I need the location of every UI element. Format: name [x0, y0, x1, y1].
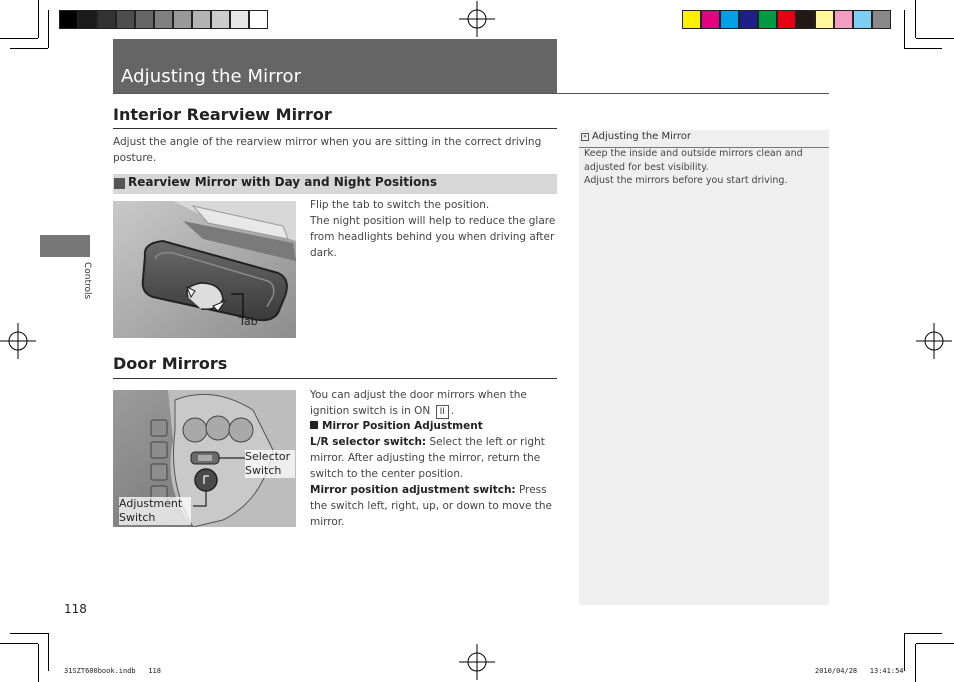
color-swatch-0: [682, 10, 701, 29]
interior-intro-text: Adjust the angle of the rearview mirror when you are sitting in the correct driving posture.: [113, 136, 542, 164]
gray-swatch-5: [154, 10, 173, 29]
color-swatch-8: [834, 10, 853, 29]
page-title: Adjusting the Mirror: [121, 66, 302, 87]
gray-swatch-2: [97, 10, 116, 29]
process-color-bar: [682, 10, 891, 29]
lr-selector-paragraph: [310, 434, 558, 482]
rearview-mirror-illustration: [113, 201, 296, 338]
mirror-position-subheading: [310, 418, 558, 434]
gray-color-bar: [59, 10, 268, 29]
door-intro-text: [310, 387, 558, 419]
sidebar-line-1: Keep the inside and outside mirrors clean and adjusted for best visibility.: [584, 148, 803, 173]
sidebar-title: Adjusting the Mirror: [592, 131, 691, 142]
registration-mark-bottom: [459, 644, 495, 680]
section-tab-label: Controls: [82, 262, 92, 300]
color-swatch-4: [758, 10, 777, 29]
day-night-subheading: Rearview Mirror with Day and Night Positions: [128, 175, 437, 189]
night-position-text: The night position will help to reduce the glare from headlights behind you when driving after dark.: [310, 215, 556, 259]
sidebar-notes: [579, 130, 829, 605]
door-mirrors-heading: Door Mirrors: [113, 354, 228, 373]
position-switch-label: Mirror position adjustment switch:: [310, 484, 516, 496]
selector-switch-label: Selector Switch: [245, 450, 295, 478]
interior-mirror-heading: Interior Rearview Mirror: [113, 105, 332, 124]
tab-label: Tab: [239, 315, 258, 328]
gray-swatch-0: [59, 10, 78, 29]
date-slug: 2010/04/28 13:41:54: [815, 667, 904, 675]
position-switch-text: Press the switch left, right, up, or down to move the mirror.: [310, 484, 552, 528]
gray-swatch-1: [78, 10, 97, 29]
color-swatch-7: [815, 10, 834, 29]
flip-tab-text: Flip the tab to switch the position.: [310, 199, 490, 211]
registration-mark-right: [916, 323, 952, 359]
ignition-on-key-icon: II: [436, 405, 449, 419]
sidebar-line-2: Adjust the mirrors before you start driving.: [584, 175, 788, 186]
color-swatch-1: [701, 10, 720, 29]
gray-swatch-10: [249, 10, 268, 29]
door-intro-before: You can adjust the door mirrors when the ignition switch is in ON: [310, 389, 527, 417]
interior-heading-rule: [113, 128, 557, 129]
lr-selector-label: L/R selector switch:: [310, 436, 427, 448]
subhead-square-icon: [114, 178, 125, 189]
color-swatch-9: [853, 10, 872, 29]
gray-swatch-9: [230, 10, 249, 29]
gray-swatch-8: [211, 10, 230, 29]
position-switch-paragraph: [310, 482, 558, 530]
color-swatch-3: [739, 10, 758, 29]
sidebar-body: [584, 147, 824, 188]
gray-swatch-6: [173, 10, 192, 29]
title-rule: [113, 93, 829, 94]
door-intro-after: .: [450, 405, 455, 417]
page-number: 118: [64, 602, 87, 616]
color-swatch-5: [777, 10, 796, 29]
gray-swatch-3: [116, 10, 135, 29]
gray-swatch-7: [192, 10, 211, 29]
color-swatch-6: [796, 10, 815, 29]
subhead-square-icon: [310, 421, 318, 429]
door-mirror-switch-illustration: [113, 390, 296, 527]
mirror-position-subheading-text: Mirror Position Adjustment: [322, 420, 483, 432]
gray-swatch-4: [135, 10, 154, 29]
note-arrow-icon: »: [581, 133, 589, 141]
adjustment-switch-label: Adjustment Switch: [119, 497, 191, 525]
registration-mark-top: [459, 1, 495, 37]
lr-selector-text: Select the left or right mirror. After adjusting the mirror, return the switch to the center position.: [310, 436, 545, 480]
section-tab: [40, 235, 90, 257]
registration-mark-left: [0, 323, 36, 359]
color-swatch-10: [872, 10, 891, 29]
file-slug: 31SZT600book.indb 118: [64, 667, 161, 675]
color-swatch-2: [720, 10, 739, 29]
door-heading-rule: [113, 378, 557, 379]
